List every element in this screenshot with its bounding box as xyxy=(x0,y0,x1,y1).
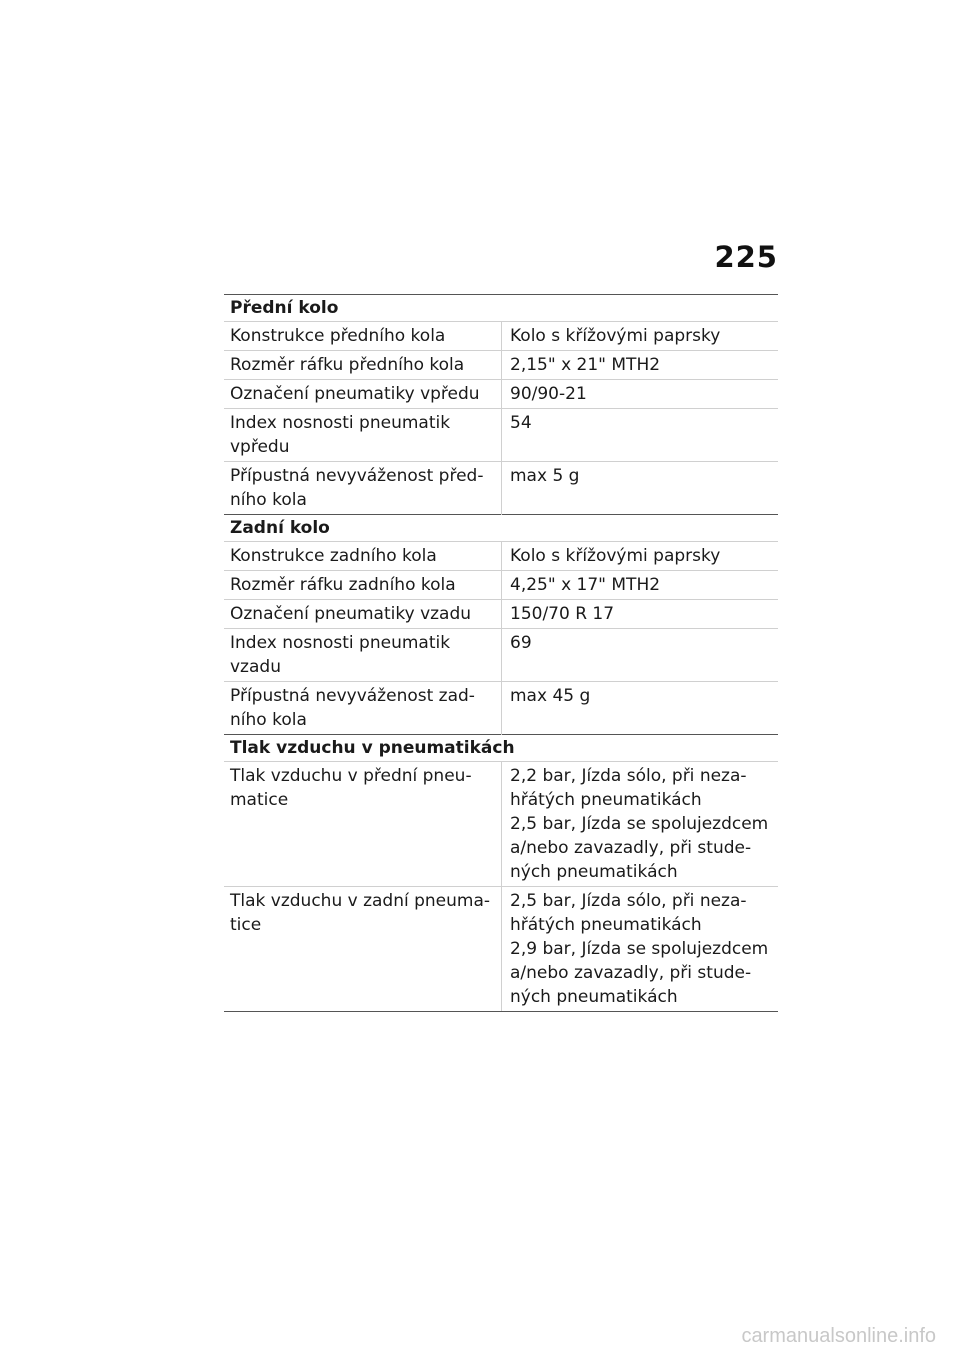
section-header-tire-pressure xyxy=(224,735,778,762)
row-value xyxy=(502,762,779,887)
table-row xyxy=(224,600,778,629)
row-label: Označení pneumatiky vpředu xyxy=(224,380,502,409)
row-value: 90/90-21 xyxy=(502,380,779,409)
row-label: Index nosnosti pneumatik vzadu xyxy=(224,629,502,682)
row-label: Přípustná nevyváženost před-ního kola xyxy=(224,462,502,515)
table-row xyxy=(224,762,778,887)
page-number: 225 xyxy=(714,240,778,274)
table-row xyxy=(224,887,778,1012)
section-title: Zadní kolo xyxy=(224,515,778,542)
row-label: Rozměr ráfku zadního kola xyxy=(224,571,502,600)
row-value xyxy=(502,887,779,1012)
row-label: Index nosnosti pneumatik vpředu xyxy=(224,409,502,462)
row-label: Konstrukce předního kola xyxy=(224,322,502,351)
table-row xyxy=(224,380,778,409)
row-value: Kolo s křížovými paprsky xyxy=(502,542,779,571)
section-title: Tlak vzduchu v pneumatikách xyxy=(224,735,778,762)
value-line: 2,5 bar, Jízda sólo, při neza-hřátých pneumatikách xyxy=(510,891,747,935)
row-value: 150/70 R 17 xyxy=(502,600,779,629)
row-label: Rozměr ráfku předního kola xyxy=(224,351,502,380)
row-label: Tlak vzduchu v přední pneu-matice xyxy=(224,762,502,887)
value-line: 2,5 bar, Jízda se spolujezdcem a/nebo zavazadly, při stude-ných pneumatikách xyxy=(510,814,769,882)
row-value: 4,25" x 17" MTH2 xyxy=(502,571,779,600)
row-label: Tlak vzduchu v zadní pneuma-tice xyxy=(224,887,502,1012)
table-row xyxy=(224,351,778,380)
value-line: 2,9 bar, Jízda se spolujezdcem a/nebo zavazadly, při stude-ných pneumatikách xyxy=(510,939,769,1007)
table-row xyxy=(224,542,778,571)
row-value: Kolo s křížovými paprsky xyxy=(502,322,779,351)
table-row xyxy=(224,409,778,462)
section-header-front-wheel xyxy=(224,295,778,322)
section-title: Přední kolo xyxy=(224,295,778,322)
table-row xyxy=(224,571,778,600)
section-header-rear-wheel xyxy=(224,515,778,542)
row-value: 69 xyxy=(502,629,779,682)
table-row xyxy=(224,462,778,515)
table-row xyxy=(224,629,778,682)
value-line: 2,2 bar, Jízda sólo, při neza-hřátých pneumatikách xyxy=(510,766,747,810)
table-row xyxy=(224,682,778,735)
row-label: Konstrukce zadního kola xyxy=(224,542,502,571)
row-value: max 5 g xyxy=(502,462,779,515)
row-value: 2,15" x 21" MTH2 xyxy=(502,351,779,380)
row-label: Označení pneumatiky vzadu xyxy=(224,600,502,629)
table-row xyxy=(224,322,778,351)
footer-watermark: carmanualsonline.info xyxy=(741,1325,936,1347)
spec-table xyxy=(224,294,778,1012)
row-value: max 45 g xyxy=(502,682,779,735)
row-value: 54 xyxy=(502,409,779,462)
row-label: Přípustná nevyváženost zad-ního kola xyxy=(224,682,502,735)
